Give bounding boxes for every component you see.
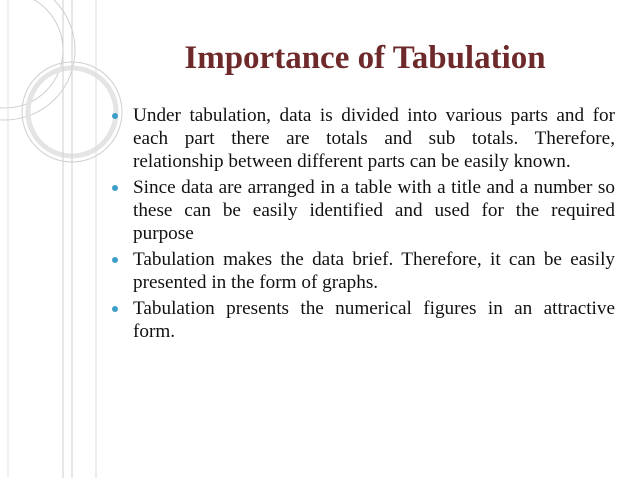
list-item [107, 297, 615, 343]
bullet-icon [112, 306, 118, 312]
bullet-icon [112, 257, 118, 263]
bullet-text: Tabulation makes the data brief. Therefore, it can be easily presented in the form of graphs. [133, 249, 615, 293]
bullet-icon [112, 113, 118, 119]
slide-title: Importance of Tabulation [184, 40, 546, 76]
list-item [107, 104, 615, 173]
bullet-icon [112, 185, 118, 191]
bullet-list [107, 104, 615, 346]
bullet-text: Since data are arranged in a table with a title and a number so these can be easily identified and used for the required purpose [133, 177, 615, 244]
list-item [107, 176, 615, 245]
bullet-text: Under tabulation, data is divided into various parts and for each part there are totals and sub totals. Therefore, relationship between different parts can be easily known. [133, 105, 615, 172]
list-item [107, 248, 615, 294]
bullet-text: Tabulation presents the numerical figures in an attractive form. [133, 298, 615, 342]
